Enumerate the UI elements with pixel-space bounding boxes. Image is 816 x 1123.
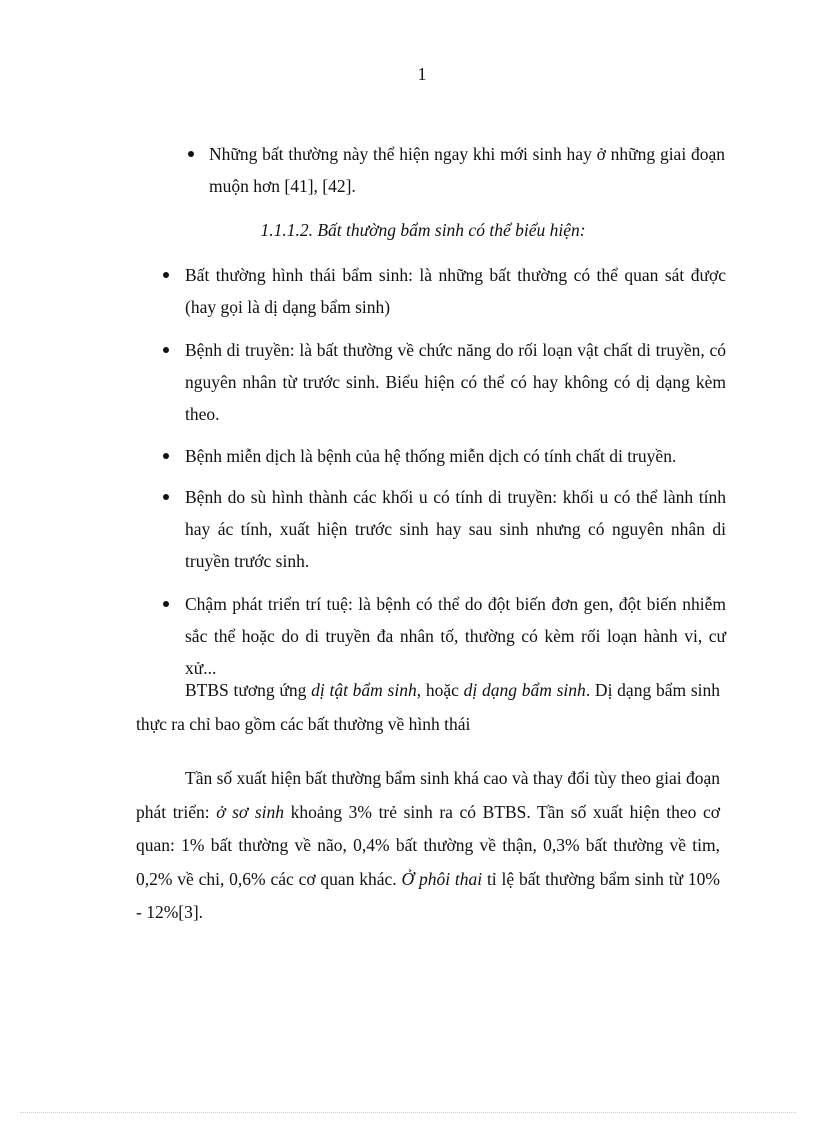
list-item [185, 259, 726, 323]
para-text: . Dị dạng bẩm sinh thực ra chỉ bao gồm các bất thường về hình thái [136, 680, 720, 734]
para-text: khoảng 3% trẻ sinh ra có BTBS. Tần số xuất hiện theo cơ quan: 1% bất thường về não, 0,4% bất thường về thận, 0,3% bất thường về tim, 0,2% về chi, 0,6% các cơ quan khác. [136, 801, 721, 889]
bullet-dot-icon [188, 151, 194, 157]
para-text: BTBS tương ứng [185, 680, 312, 700]
bullet-dot-icon [163, 347, 169, 353]
list-item [185, 588, 726, 684]
para-text: tỉ lệ bất thường bẩm sinh từ 10% - 12%[3]. [136, 868, 720, 922]
page-bottom-divider [20, 1112, 796, 1113]
section-subheading: 1.1.1.2. Bất thường bẩm sinh có thể biểu hiện: [260, 220, 586, 240]
list-item [185, 334, 726, 430]
list-item-text: Bất thường hình thái bẩm sinh: là những bất thường có thể quan sát được (hay gọi là dị dạng bẩm sinh) [185, 265, 726, 317]
para-text: , hoặc [416, 680, 464, 700]
para-italic-term: dị dạng bẩm sinh [463, 680, 586, 700]
list-item-text: Bệnh di truyền: là bất thường về chức năng do rối loạn vật chất di truyền, có nguyên nhân từ trước sinh. Biểu hiện có thể có hay không có dị dạng kèm theo. [185, 340, 726, 424]
para-italic-term: ở sơ sinh [216, 801, 285, 822]
intro-bullet-text: Những bất thường này thể hiện ngay khi mới sinh hay ở những giai đoạn muộn hơn [41], [42]. [209, 144, 725, 196]
paragraph-frequency [136, 762, 720, 930]
bullet-dot-icon [163, 601, 169, 607]
para-text: Tần số xuất hiện bất thường bẩm sinh khá cao và thay đổi tùy theo giai đoạn phát triển: [136, 768, 720, 822]
list-item-text: Bệnh do sù hình thành các khối u có tính di truyền: khối u có thể lành tính hay ác tính, xuất hiện trước sinh hay sau sinh nhưng có nguyên nhân di truyền trước sinh. [185, 487, 726, 571]
list-item-text: Bệnh miễn dịch là bệnh của hệ thống miễn dịch có tính chất di truyền. [185, 446, 677, 466]
paragraph-btbs-definition [136, 674, 720, 741]
para-italic-term: Ở phôi thai [401, 868, 483, 889]
bullet-dot-icon [163, 453, 169, 459]
bullet-dot-icon [163, 494, 169, 500]
list-item [185, 440, 726, 472]
page-number: 1 [417, 64, 427, 84]
intro-bullet [209, 138, 725, 202]
list-item [185, 481, 726, 577]
list-item-text: Chậm phát triển trí tuệ: là bệnh có thể do đột biến đơn gen, đột biến nhiễm sắc thể hoặc do di truyền đa nhân tố, thường có kèm rối loạn hành vi, cư xử... [185, 594, 726, 678]
para-italic-term: dị tật bẩm sinh [311, 680, 417, 700]
bullet-dot-icon [163, 272, 169, 278]
